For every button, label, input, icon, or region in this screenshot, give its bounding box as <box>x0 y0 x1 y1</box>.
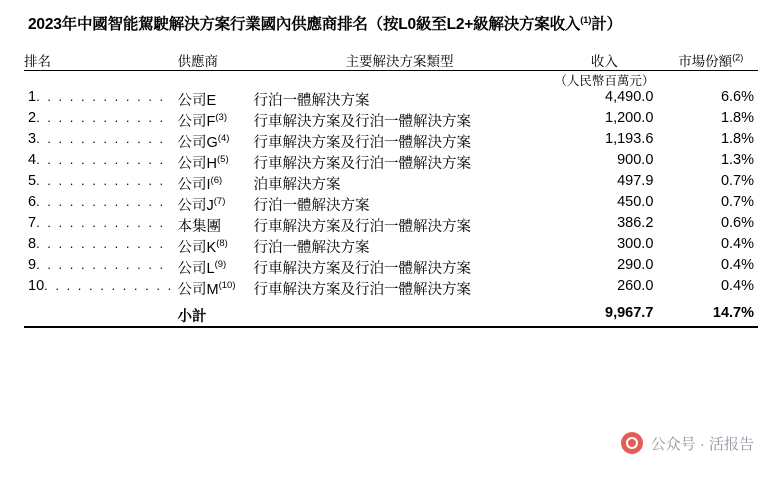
cell-revenue: 4,490.0 <box>605 89 654 105</box>
supplier-name: 本集團 <box>177 219 222 235</box>
cell-market-share: 6.6% <box>720 89 754 105</box>
rank-leader-dots: . . . . . . . . . . . . <box>36 110 166 125</box>
cell-market-share: 1.3% <box>720 152 754 168</box>
rank-value: 10 <box>28 278 45 294</box>
supplier-footnote: (7) <box>213 196 226 208</box>
rank-value: 1 <box>28 89 37 105</box>
supplier-footnote: (6) <box>210 175 223 187</box>
cell-market-share: 0.7% <box>720 173 754 189</box>
rank-leader-dots: . . . . . . . . . . . . <box>36 131 166 146</box>
table-row <box>24 110 758 131</box>
supplier-name: 公司G <box>177 135 218 151</box>
table-row <box>24 236 758 257</box>
cell-supplier <box>178 215 254 236</box>
cell-solution-type: 行車解決方案及行泊一體解決方案 <box>253 282 472 298</box>
cell-revenue: 497.9 <box>617 173 654 189</box>
supplier-name: 公司E <box>177 93 217 109</box>
cell-rank <box>24 173 178 194</box>
column-header-market-share <box>663 50 758 71</box>
rank-leader-dots: . . . . . . . . . . . . <box>36 173 166 188</box>
cell-revenue: 900.0 <box>617 152 654 168</box>
table-total-row <box>24 305 758 327</box>
rank-value: 7 <box>28 215 37 231</box>
watermark <box>621 432 754 454</box>
table-row <box>24 131 758 152</box>
supplier-name: 公司J <box>177 198 214 214</box>
cell-market-share: 1.8% <box>720 110 754 126</box>
cell-solution-type: 行車解決方案及行泊一體解決方案 <box>253 219 472 235</box>
cell-solution-type: 行車解決方案及行泊一體解決方案 <box>253 261 472 277</box>
table-row <box>24 257 758 278</box>
column-header-supplier: 供應商 <box>178 50 254 71</box>
rank-leader-dots: . . . . . . . . . . . . <box>36 152 166 167</box>
cell-revenue: 260.0 <box>617 278 654 294</box>
supplier-name: 公司I <box>177 177 211 193</box>
column-header-market-share-footnote: (2) <box>732 52 744 63</box>
rank-value: 5 <box>28 173 37 189</box>
watermark-text: 公众号 · 活报告 <box>650 435 754 453</box>
supplier-name: 公司L <box>177 261 215 277</box>
cell-rank <box>24 236 178 257</box>
unit-note-blank-share <box>663 71 758 90</box>
cell-supplier <box>178 173 254 194</box>
cell-rank <box>24 194 178 215</box>
table-row <box>24 89 758 110</box>
supplier-footnote: (8) <box>216 238 228 250</box>
cell-supplier <box>178 194 254 215</box>
page-title-text: 2023年中國智能駕駛解決方案行業國內供應商排名（按L0級至L2+級解決方案收入 <box>28 16 581 33</box>
supplier-name: 公司K <box>177 240 217 256</box>
unit-note-blank-rank <box>24 71 178 90</box>
cell-market-share: 0.6% <box>720 215 754 231</box>
cell-solution-type: 行泊一體解決方案 <box>253 198 370 214</box>
cell-market-share: 0.4% <box>720 236 754 252</box>
table-row <box>24 152 758 173</box>
table-row <box>24 278 758 299</box>
cell-solution-type: 行車解決方案及行泊一體解決方案 <box>253 135 472 151</box>
rank-leader-dots: . . . . . . . . . . . . <box>36 257 166 272</box>
table-header-row <box>24 50 758 71</box>
cell-revenue: 386.2 <box>617 215 654 231</box>
cell-rank <box>24 215 178 236</box>
cell-rank <box>24 152 178 173</box>
rank-value: 9 <box>28 257 37 273</box>
cell-revenue: 290.0 <box>617 257 654 273</box>
cell-supplier <box>178 152 254 173</box>
cell-revenue: 300.0 <box>617 236 654 252</box>
rank-value: 2 <box>28 110 37 126</box>
cell-supplier <box>178 131 254 152</box>
column-header-solution-type: 主要解決方案類型 <box>254 50 546 71</box>
unit-note-revenue: （人民幣百萬元） <box>554 74 655 88</box>
cell-rank <box>24 257 178 278</box>
supplier-name: 公司M <box>177 282 219 298</box>
rank-leader-dots: . . . . . . . . . . . . <box>44 278 174 293</box>
total-market-share: 14.7% <box>663 305 758 327</box>
column-header-revenue: 收入 <box>545 50 663 71</box>
supplier-name: 公司F <box>177 114 216 130</box>
total-label: 小計 <box>178 305 254 327</box>
cell-rank <box>24 131 178 152</box>
total-blank-rank <box>24 305 178 327</box>
supplier-name: 公司H <box>177 156 217 172</box>
supplier-footnote: (9) <box>214 259 227 271</box>
cell-supplier <box>178 257 254 278</box>
rank-value: 8 <box>28 236 37 252</box>
supplier-footnote: (4) <box>217 133 230 145</box>
total-revenue: 9,967.7 <box>545 305 663 327</box>
rank-leader-dots: . . . . . . . . . . . . <box>36 236 166 251</box>
cell-revenue: 1,200.0 <box>605 110 654 126</box>
cell-solution-type: 行泊一體解決方案 <box>253 240 370 256</box>
rank-value: 6 <box>28 194 37 210</box>
rank-leader-dots: . . . . . . . . . . . . <box>36 215 166 230</box>
table-row <box>24 215 758 236</box>
rank-leader-dots: . . . . . . . . . . . . <box>36 194 166 209</box>
supplier-footnote: (10) <box>218 280 236 292</box>
page-title-suffix: 計） <box>591 16 622 33</box>
cell-supplier <box>178 110 254 131</box>
rank-leader-dots: . . . . . . . . . . . . <box>36 89 166 104</box>
cell-revenue: 450.0 <box>617 194 654 210</box>
supplier-footnote: (5) <box>217 154 229 166</box>
table-row <box>24 194 758 215</box>
rank-value: 4 <box>28 152 37 168</box>
cell-rank <box>24 110 178 131</box>
cell-market-share: 0.4% <box>720 278 754 294</box>
rank-value: 3 <box>28 131 37 147</box>
total-blank-type <box>254 305 546 327</box>
supplier-footnote: (3) <box>215 112 227 124</box>
cell-market-share: 0.7% <box>720 194 754 210</box>
cell-supplier <box>178 89 254 110</box>
cell-solution-type: 行車解決方案及行泊一體解決方案 <box>253 114 472 130</box>
table-unit-note-row <box>24 71 758 90</box>
unit-note-blank-supplier <box>178 71 254 90</box>
column-header-rank: 排名 <box>24 50 178 71</box>
cell-solution-type: 行泊一體解決方案 <box>253 93 370 109</box>
cell-supplier <box>178 278 254 299</box>
page-title <box>24 0 758 34</box>
unit-note-blank-type <box>254 71 546 90</box>
cell-revenue: 1,193.6 <box>605 131 654 147</box>
page-title-footnote-marker: (1) <box>580 14 592 26</box>
cell-solution-type: 行車解決方案及行泊一體解決方案 <box>253 156 472 172</box>
cell-market-share: 1.8% <box>720 131 754 147</box>
supplier-ranking-table <box>24 50 758 328</box>
cell-market-share: 0.4% <box>720 257 754 273</box>
watermark-logo-icon <box>621 432 643 454</box>
cell-rank <box>24 89 178 110</box>
cell-supplier <box>178 236 254 257</box>
cell-solution-type: 泊車解決方案 <box>253 177 341 193</box>
column-header-market-share-text: 市場份額 <box>678 54 733 69</box>
cell-rank <box>24 278 178 299</box>
table-row <box>24 173 758 194</box>
